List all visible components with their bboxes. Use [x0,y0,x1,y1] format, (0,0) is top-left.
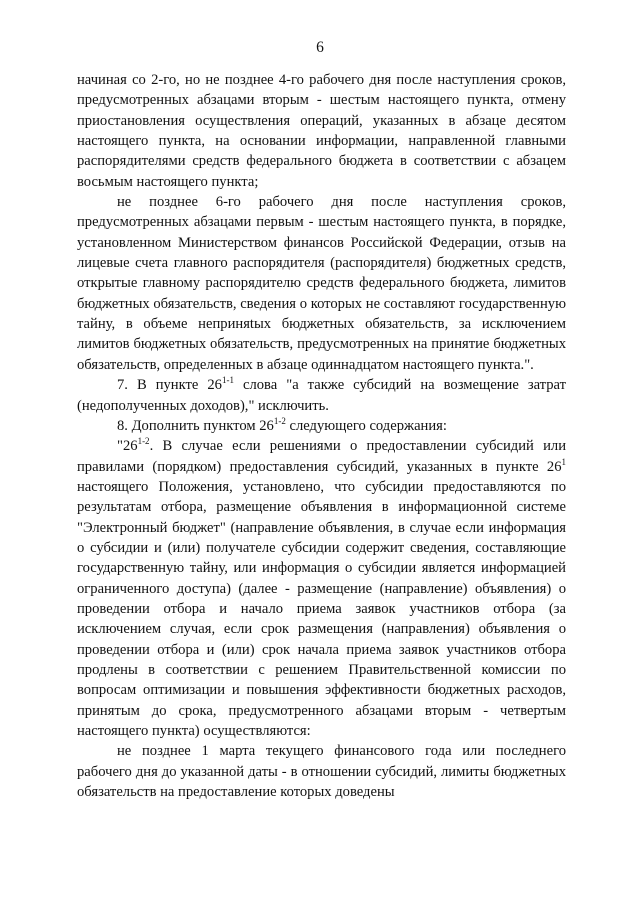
paragraph-revocation-limits: не позднее 6-го рабочего дня после наступления сроков, предусмотренных абзацами первым - шестым настоящего пункта, в порядке, установленном Министерством финансов Российской Федерации, отзыв на лицевые счета главного распорядителя (распорядителя) бюджетных средств, открытые главному распорядителю средств федерального бюджета, лимитов бюджетных обязательств, сведения о которых не составляют государственную тайну, в объеме неприняtых бюджетных обязательств, за исключением лимитов бюджетных обязательств, предусмотренных на принятие бюджетных обязательств, определенных в абзаце одиннадцатом настоящего пункта.". [77,194,566,373]
paragraph-item-7-text-start: 7. В пункте 26 [117,377,222,394]
paragraph-clause-text-middle: . В случае если решениями о предоставлении субсидий или правилами (порядком) предоставления субсидий, указанных в пункте 26 [77,438,566,475]
paragraph-clause-superscript-2: 1 [561,456,566,467]
page-number: 6 [316,39,324,56]
document-body [77,70,566,802]
paragraph-item-8-text-end: следующего содержания: [285,417,447,434]
paragraph-clause-text-end: настоящего Положения, установлено, что субсидии предоставляются по результатам отбора, размещение объявления в информационной системе "Электронный бюджет" (направление объявления, в случае если информация о субсидии и (или) получателе субсидии содержит сведения, составляющие государственную тайну, или информация о субсидии является информацией ограниченного доступа) (далее - размещение (направление) объявления) о проведении отбора и начало приема заявок участников отбора (за исключением случая, если срок размещения (направления) объявления о проведении отбора и (или) срок начала приема заявок участников отбора продлены в соответствии с решением Правительственной комиссии по вопросам оптимизации и повышения эффективности бюджетных расходов, принятым до срока, предусмотренного абзацами вторым - четвертым настоящего пункта) осуществляются: [77,478,566,739]
paragraph-clause-26-1-2 [77,436,566,741]
paragraph-continuation: начиная со 2-го, но не позднее 4-го рабочего дня после наступления сроков, предусмотренных абзацами вторым - шестым настоящего пункта, отмену приостановления осуществления операций, указанных в абзаце десятом настоящего пункта, на основании информации, направленной главными распорядителями средств федерального бюджета в соответствии с абзацем восьмым настоящего пункта; [77,72,566,190]
paragraph-item-7-superscript: 1-1 [221,375,234,386]
paragraph-march-deadline: не позднее 1 марта текущего финансового года или последнего рабочего дня до указанной даты - в отношении субсидий, лимиты бюджетных обязательств на предоставление которых доведены [77,743,566,801]
paragraph-item-7 [77,375,566,416]
paragraph-item-8 [77,416,566,436]
paragraph-clause-text-start: "26 [117,438,138,455]
paragraph-clause-superscript: 1-2 [137,436,150,447]
paragraph-item-8-text-start: 8. Дополнить пунктом 26 [117,417,274,434]
paragraph-item-7-text-end: слова "а также субсидий на возмещение затрат (недополученных доходов)," исключить. [77,377,567,414]
paragraph-item-8-superscript: 1-2 [273,415,286,426]
